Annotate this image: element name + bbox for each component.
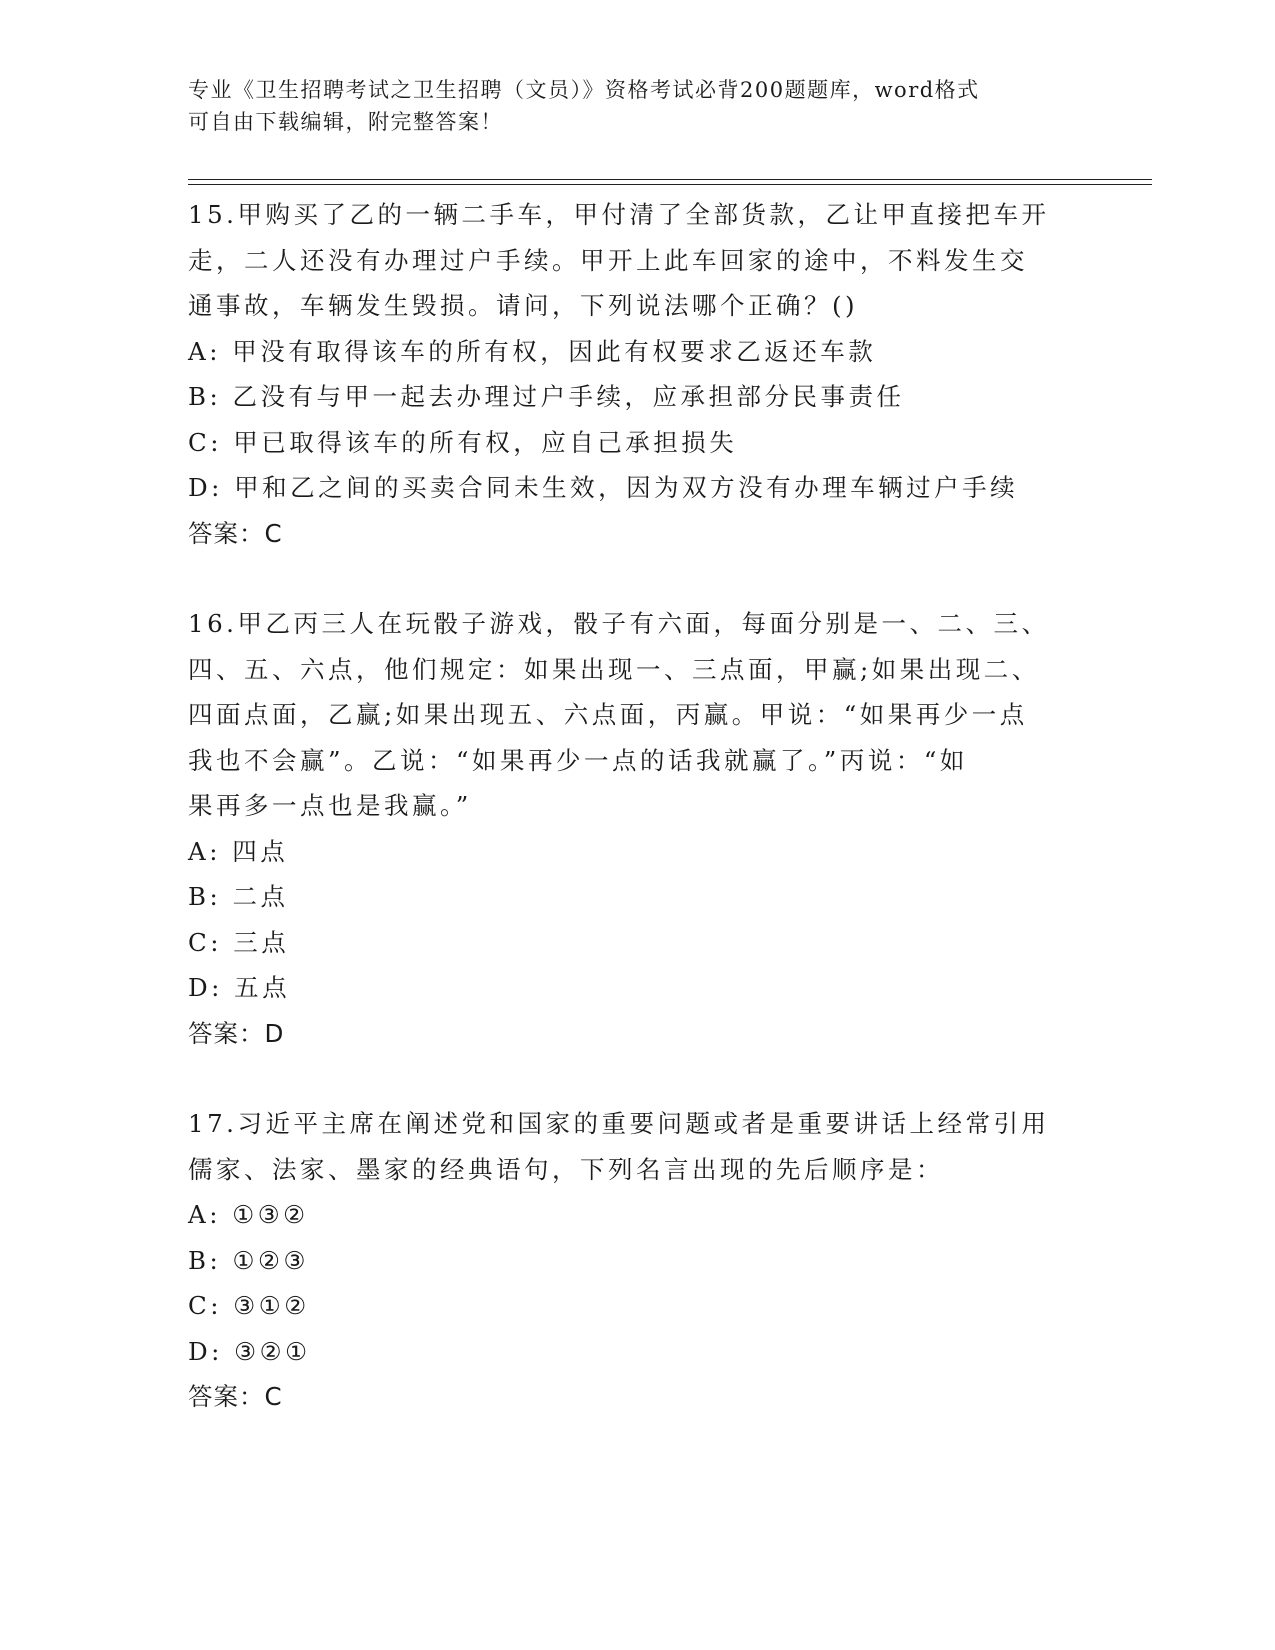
question-16	[188, 601, 1088, 1056]
question-stem-line: 果再多一点也是我赢。”	[188, 791, 472, 820]
option-a: A: 四点	[188, 836, 289, 866]
question-stem-line: 17.习近平主席在阐述党和国家的重要问题或者是重要讲话上经常引用	[188, 1109, 1050, 1138]
option-c: C: ③①②	[188, 1291, 310, 1320]
question-stem-line: 通事故，车辆发生毁损。请问，下列说法哪个正确？()	[188, 291, 859, 320]
option-c: C: 三点	[188, 927, 290, 957]
question-stem-line: 走，二人还没有办理过户手续。甲开上此车回家的途中，不料发生交	[188, 245, 1028, 275]
question-list	[188, 192, 1088, 1420]
option-a: A: 甲没有取得该车的所有权，因此有权要求乙返还车款	[188, 336, 877, 366]
question-stem-line: 我也不会赢”。乙说：“如果再少一点的话我就赢了。”丙说：“如	[188, 745, 968, 775]
header-line-2: 可自由下载编辑，附完整答案！	[188, 110, 503, 134]
header-line-1: 专业《卫生招聘考试之卫生招聘（文员）》资格考试必背200题题库，word格式	[188, 78, 980, 102]
option-d: D: ③②①	[188, 1336, 311, 1366]
option-d: D: 甲和乙之间的买卖合同未生效，因为双方没有办理车辆过户手续	[188, 473, 1019, 502]
option-d: D: 五点	[188, 973, 291, 1002]
question-stem-line: 四面点面，乙赢;如果出现五、六点面，丙赢。甲说：“如果再少一点	[188, 700, 1028, 729]
question-17	[188, 1101, 1088, 1420]
option-b: B: 二点	[188, 882, 289, 911]
question-stem-line: 儒家、法家、墨家的经典语句，下列名言出现的先后顺序是：	[188, 1154, 944, 1184]
question-stem-line: 四、五、六点，他们规定：如果出现一、三点面，甲赢;如果出现二、	[188, 654, 1040, 684]
option-b: B: 乙没有与甲一起去办理过户手续，应承担部分民事责任	[188, 382, 905, 411]
answer-line: 答案：C	[188, 518, 283, 548]
option-b: B: ①②③	[188, 1245, 309, 1275]
question-stem-line: 15.甲购买了乙的一辆二手车，甲付清了全部货款，乙让甲直接把车开	[188, 200, 1050, 229]
answer-line: 答案：D	[188, 1018, 285, 1048]
answer-line: 答案：C	[188, 1382, 283, 1411]
question-stem-line: 16.甲乙丙三人在玩骰子游戏，骰子有六面，每面分别是一、二、三、	[188, 609, 1050, 638]
question-15	[188, 192, 1088, 556]
option-a: A: ①③②	[188, 1200, 309, 1229]
document-header	[188, 74, 1068, 138]
header-divider-top	[188, 179, 1152, 180]
option-c: C: 甲已取得该车的所有权，应自己承担损失	[188, 427, 738, 457]
header-divider-bottom	[188, 184, 1152, 185]
